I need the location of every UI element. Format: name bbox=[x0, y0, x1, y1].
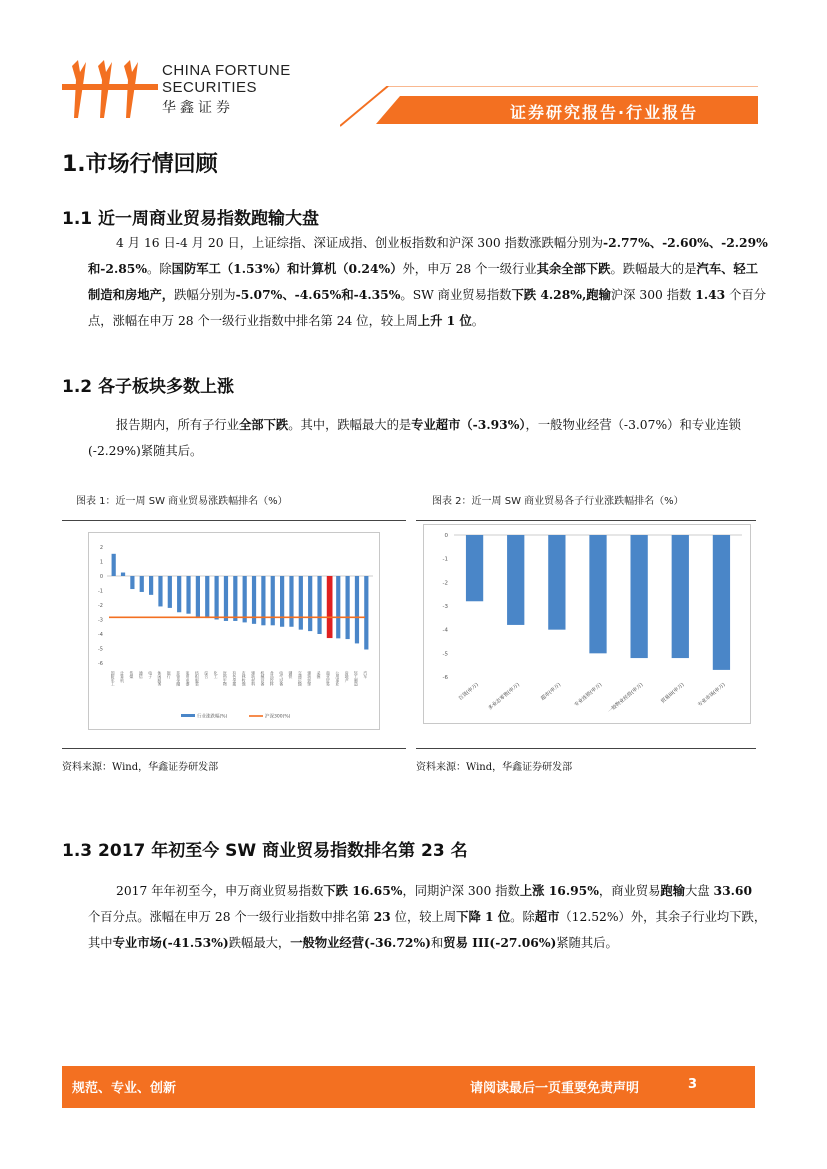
text-run: 上涨 16.95% bbox=[519, 883, 599, 898]
x-tick-label: 化工 bbox=[214, 671, 220, 679]
figure-1-chart bbox=[89, 533, 379, 729]
text-run: 专业超市（-3.93%） bbox=[411, 417, 526, 432]
bar bbox=[631, 535, 648, 658]
x-tick-label: 钢铁 bbox=[288, 671, 294, 679]
y-tick-label: -2 bbox=[98, 603, 103, 609]
text-run: 位，较上周 bbox=[390, 910, 457, 924]
figure-2-chart-frame bbox=[423, 524, 751, 724]
figure-2-bottom-rule bbox=[416, 748, 756, 749]
bar bbox=[346, 576, 350, 639]
text-run: 个百分点，涨幅在申万 28 个一级行业指数中排名第 24 位，较上周 bbox=[88, 288, 767, 328]
x-tick-label: 电子 bbox=[148, 671, 154, 679]
text-run: 紧随其后。 bbox=[556, 936, 618, 950]
text-run: 个百分点。涨幅在申万 28 个一级行业指数中排名第 bbox=[88, 910, 374, 924]
text-run: 大盘 bbox=[685, 884, 714, 898]
bar bbox=[205, 576, 209, 618]
bar bbox=[355, 576, 359, 643]
x-tick-label: 传媒 bbox=[129, 671, 135, 679]
y-tick-label: -1 bbox=[442, 556, 448, 563]
report-type: 证券研究报告·行业报告 bbox=[510, 103, 699, 122]
bar bbox=[233, 576, 237, 621]
figure-1-bottom-rule bbox=[62, 748, 406, 749]
figure-2-chart bbox=[424, 525, 750, 723]
text-run: 沪深 300 指数 bbox=[610, 288, 696, 302]
x-tick-label: 农林牧渔 bbox=[242, 671, 248, 687]
x-tick-label: 食品饮料 bbox=[270, 671, 276, 687]
subsection-1-2-title: 1.2 各子板块多数上涨 bbox=[62, 377, 235, 397]
bar bbox=[177, 576, 181, 612]
text-run: 。除 bbox=[510, 910, 535, 924]
legend-label: 沪深300(%) bbox=[265, 714, 291, 720]
x-tick-label: 建筑装饰 bbox=[307, 671, 313, 687]
text-run: 4 月 16 日-4 月 20 日，上证综指、深证成指、创业板指数和沪深 300 指数涨跌幅分别为 bbox=[116, 236, 604, 250]
bar bbox=[336, 576, 340, 638]
y-tick-label: -3 bbox=[98, 617, 103, 624]
x-tick-label: 纺织服装 bbox=[195, 671, 201, 687]
section-title: 1.市场行情回顾 bbox=[62, 152, 218, 177]
bar bbox=[280, 576, 284, 627]
y-tick-label: 0 bbox=[444, 533, 448, 539]
x-tick-label: 轻工制造 bbox=[354, 671, 360, 687]
x-tick-label: 银行 bbox=[167, 671, 173, 679]
text-run: 下跌 4.28%, bbox=[511, 287, 587, 302]
company-name-cn: 华鑫证券 bbox=[162, 100, 234, 116]
bar bbox=[130, 576, 134, 589]
y-tick-label: -6 bbox=[442, 675, 448, 681]
text-run: 跑输 bbox=[660, 883, 686, 898]
bar bbox=[140, 576, 144, 592]
x-tick-label: 有色金属 bbox=[232, 671, 238, 687]
text-run: 33.60 bbox=[713, 883, 753, 898]
subsection-1-3-paragraph bbox=[88, 878, 768, 956]
y-tick-label: 2 bbox=[99, 545, 103, 551]
text-run: -2.77%、-2.60%、-2.29%和-2.85% bbox=[88, 235, 768, 276]
y-tick-label: 1 bbox=[99, 559, 103, 566]
subsection-1-1-paragraph bbox=[88, 230, 768, 334]
footer-slogan: 规范、专业、创新 bbox=[72, 1081, 177, 1096]
bar bbox=[364, 576, 368, 650]
text-run: 报告期内，所有子行业 bbox=[116, 418, 239, 432]
bar bbox=[158, 576, 162, 606]
text-run: 下跌 16.65% bbox=[323, 883, 403, 898]
page-number: 3 bbox=[688, 1077, 698, 1092]
text-run: 2017 年年初至今，申万商业贸易指数 bbox=[116, 884, 324, 898]
bar bbox=[317, 576, 321, 634]
x-tick-label: 专业连锁(申万) bbox=[573, 681, 604, 709]
text-run: 全部下跌 bbox=[238, 417, 289, 432]
x-tick-label: 家用电器 bbox=[186, 671, 192, 687]
text-run: 。除 bbox=[147, 262, 172, 276]
x-tick-label: 医药生物 bbox=[223, 671, 229, 687]
x-tick-label: 汽车 bbox=[363, 671, 369, 679]
text-run: 其余全部下跌 bbox=[536, 261, 611, 276]
text-run: 跌幅分别为 bbox=[174, 288, 236, 302]
x-tick-label: 电气设备 bbox=[279, 671, 285, 687]
text-run: 下降 1 位 bbox=[456, 909, 511, 924]
text-run: 。其中，跌幅最大的是 bbox=[288, 418, 412, 432]
x-tick-label: 计算机 bbox=[120, 671, 126, 683]
x-tick-label: 一般物业经营(申万) bbox=[606, 681, 645, 715]
company-logo bbox=[62, 58, 158, 120]
figure-2-top-rule bbox=[416, 520, 756, 521]
text-run: 。SW 商业贸易指数 bbox=[400, 288, 512, 302]
figure-1-caption: 图表 1：近一周 SW 商业贸易涨跌幅排名（%） bbox=[76, 496, 288, 507]
x-tick-label: 非银金融 bbox=[176, 671, 182, 687]
text-run: 跌幅最大， bbox=[228, 936, 291, 950]
y-tick-label: -3 bbox=[442, 604, 448, 610]
figure-2-caption: 图表 2：近一周 SW 商业贸易各子行业涨跌幅排名（%） bbox=[432, 496, 684, 507]
y-tick-label: -5 bbox=[98, 646, 103, 653]
y-tick-label: -2 bbox=[442, 580, 448, 587]
figure-1-top-rule bbox=[62, 520, 406, 521]
bar bbox=[215, 576, 219, 620]
company-name-en-1: CHINA FORTUNE bbox=[162, 62, 291, 79]
text-run: 。 bbox=[471, 314, 485, 328]
subsection-1-2-paragraph bbox=[88, 412, 768, 464]
x-tick-label: 百货(申万) bbox=[457, 681, 480, 702]
figure-1-chart-frame bbox=[88, 532, 380, 730]
bar bbox=[243, 576, 247, 622]
text-run: ，同期沪深 300 指数 bbox=[402, 884, 520, 898]
legend-swatch-bar bbox=[181, 714, 195, 717]
x-tick-label: 贸易III(申万) bbox=[660, 681, 686, 705]
x-tick-label: 专业市场(申万) bbox=[696, 681, 727, 709]
x-tick-label: 交通运输 bbox=[298, 671, 304, 687]
bar bbox=[299, 576, 303, 630]
x-tick-label: 建筑材料 bbox=[251, 671, 257, 687]
y-tick-label: 0 bbox=[99, 574, 103, 580]
company-name-en-2: SECURITIES bbox=[162, 79, 258, 96]
text-run: 1.43 bbox=[695, 287, 726, 302]
figure-1-source: 资料来源：Wind，华鑫证券研发部 bbox=[62, 762, 219, 773]
legend-label: 行业涨跌幅(%) bbox=[197, 714, 228, 720]
text-run: 。跌幅最大的是 bbox=[610, 262, 697, 276]
y-tick-label: -6 bbox=[98, 661, 103, 667]
bar bbox=[121, 573, 125, 576]
x-tick-label: 房地产 bbox=[345, 671, 351, 683]
x-tick-label: 通信 bbox=[139, 671, 145, 679]
subsection-1-3-title: 1.3 2017 年初至今 SW 商业贸易指数排名第 23 名 bbox=[62, 841, 468, 861]
bar bbox=[466, 535, 483, 601]
text-run: 国防军工（1.53%）和计算机（0.24%） bbox=[171, 261, 403, 276]
text-run: ，商业贸易 bbox=[598, 884, 661, 898]
x-tick-label: 商业贸易 bbox=[326, 671, 332, 687]
text-run: 汽车、轻工制造和房地产， bbox=[88, 261, 759, 302]
bar bbox=[507, 535, 524, 625]
bar bbox=[149, 576, 153, 595]
bar bbox=[327, 576, 333, 638]
bar bbox=[548, 535, 565, 630]
x-tick-label: 综合 bbox=[204, 671, 210, 679]
text-run: ，一般物业经营（-3.07%）和专业连锁(-2.29%)紧随其后。 bbox=[88, 418, 741, 458]
text-run: 23 bbox=[373, 909, 391, 924]
bar bbox=[168, 576, 172, 608]
footer-disclaimer-link[interactable]: 请阅读最后一页重要免责声明 bbox=[470, 1081, 640, 1096]
bar bbox=[589, 535, 606, 653]
bar bbox=[224, 576, 228, 621]
text-run: -5.07%、-4.65%和-4.35% bbox=[235, 287, 401, 302]
text-run: 和 bbox=[430, 936, 444, 950]
x-tick-label: 公用事业 bbox=[335, 671, 341, 687]
y-tick-label: -4 bbox=[442, 627, 448, 634]
bar bbox=[289, 576, 293, 627]
text-run: 跑输 bbox=[586, 287, 611, 302]
x-tick-label: 采掘 bbox=[317, 671, 323, 679]
bar bbox=[112, 554, 116, 576]
bar bbox=[308, 576, 312, 631]
bar bbox=[713, 535, 730, 670]
text-run: 超市 bbox=[534, 909, 560, 924]
text-run: 上升 1 位 bbox=[417, 313, 472, 328]
text-run: （12.52%）外，其余子行业均下跌，其中 bbox=[88, 910, 767, 950]
y-tick-label: -4 bbox=[98, 632, 103, 638]
y-tick-label: -1 bbox=[98, 588, 103, 595]
x-tick-label: 多业态零售(申万) bbox=[487, 681, 521, 712]
text-run: 贸易 III(-27.06%) bbox=[443, 935, 557, 950]
x-tick-label: 国防军工 bbox=[111, 671, 117, 687]
x-tick-label: 超市(申万) bbox=[539, 681, 563, 702]
bar bbox=[672, 535, 689, 658]
x-tick-label: 机械设备 bbox=[260, 671, 266, 687]
text-run: 外，申万 28 个一级行业 bbox=[402, 262, 537, 276]
x-tick-label: 休闲服务 bbox=[157, 671, 163, 687]
bar bbox=[196, 576, 200, 618]
text-run: 一般物业经营(-36.72%) bbox=[290, 935, 431, 950]
subsection-1-1-title: 1.1 近一周商业贸易指数跑输大盘 bbox=[62, 209, 320, 229]
figure-2-source: 资料来源：Wind，华鑫证券研发部 bbox=[416, 762, 573, 773]
text-run: 专业市场(-41.53%) bbox=[112, 935, 229, 950]
bar bbox=[186, 576, 190, 614]
y-tick-label: -5 bbox=[442, 651, 448, 658]
